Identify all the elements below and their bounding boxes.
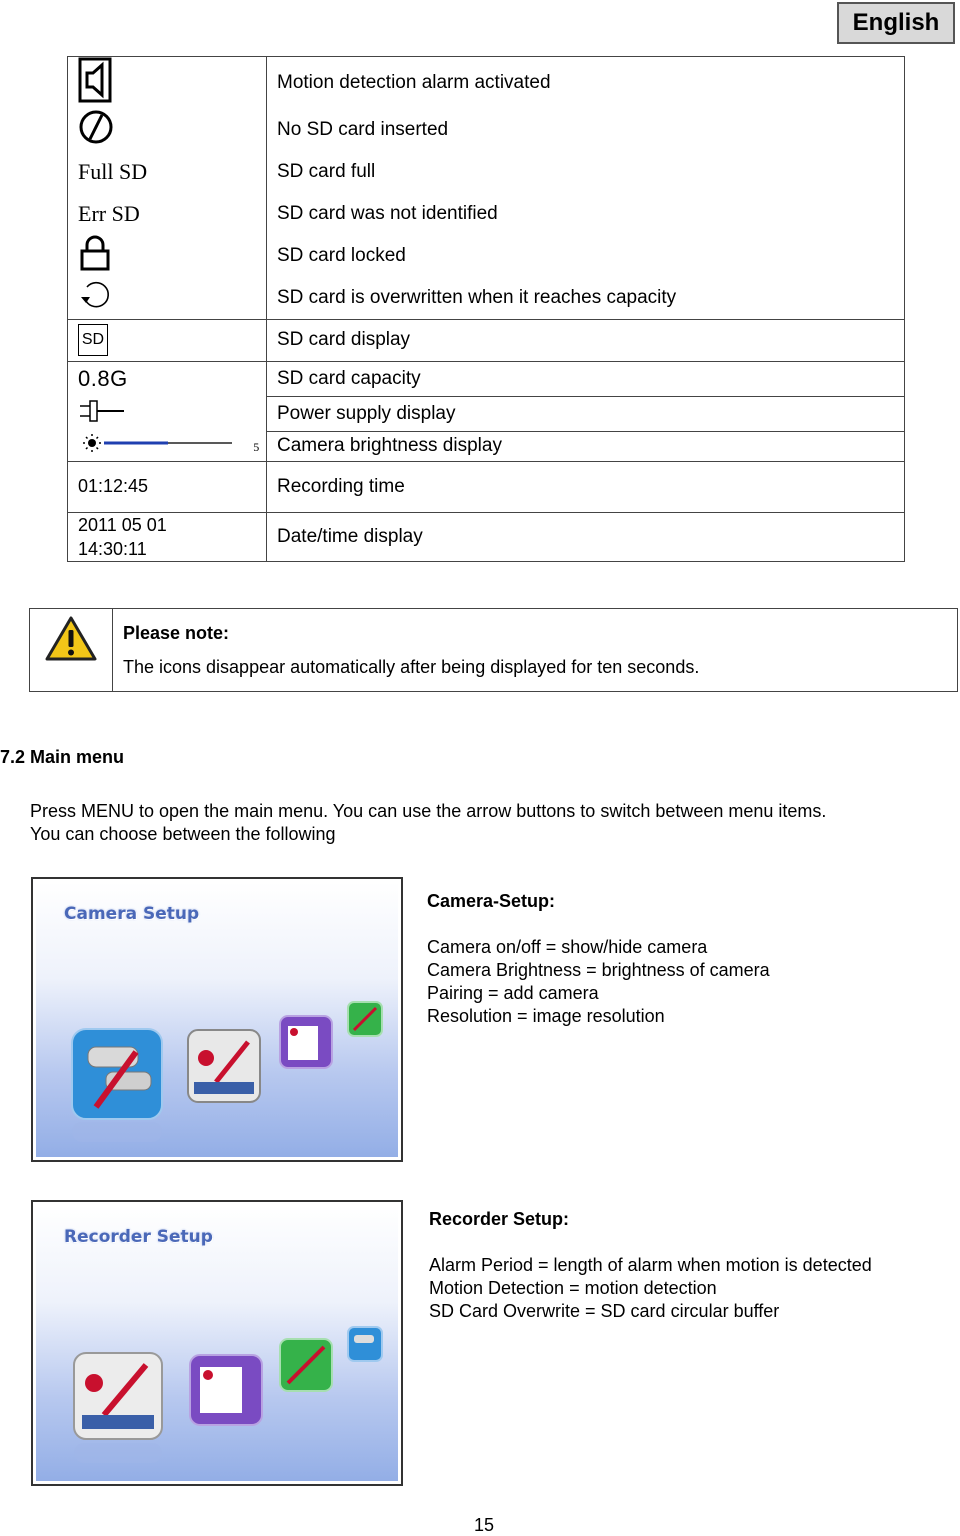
recorder-setup-heading: Recorder Setup:: [429, 1209, 570, 1229]
overwrite-icon: [78, 279, 112, 311]
plug-icon: [78, 399, 126, 423]
record-settings-icon: [190, 1355, 262, 1425]
icon-label: Full SD: [68, 151, 267, 193]
section-intro: [30, 800, 930, 846]
menu-item: Camera on/off = show/hide camera: [427, 937, 708, 957]
recorder-setup-description: [429, 1208, 872, 1323]
warning-icon: [44, 615, 98, 663]
icon-desc: SD card full: [267, 151, 905, 193]
no-sd-icon: [78, 109, 114, 145]
brightness-icon: [78, 433, 254, 453]
icon-cell: [68, 431, 267, 461]
sd-card-icon: [78, 324, 108, 356]
lock-icon: [78, 235, 112, 271]
icon-desc: Recording time: [267, 461, 905, 512]
menu-item: Resolution = image resolution: [427, 1006, 665, 1026]
recorder-setup-icon: [74, 1353, 162, 1463]
icon-desc: No SD card inserted: [267, 109, 905, 151]
icon-desc: SD card was not identified: [267, 193, 905, 235]
icon-label: 0.8G: [68, 361, 267, 396]
icon-cell: [68, 319, 267, 361]
menu-item: Camera Brightness = brightness of camera: [427, 960, 770, 980]
status-icon-table: [67, 56, 905, 562]
camera-setup-icon: [348, 1327, 382, 1361]
icon-cell: [68, 396, 267, 431]
section-title: 7.2 Main menu: [0, 747, 125, 767]
intro-line: Press MENU to open the main menu. You can use the arrow buttons to switch between menu items.: [30, 801, 827, 821]
menu-item: Pairing = add camera: [427, 983, 599, 1003]
icon-desc: SD card is overwritten when it reaches capacity: [267, 277, 905, 319]
camera-setup-screenshot: [31, 877, 403, 1162]
system-setup-icon: [348, 1002, 382, 1036]
icon-cell: [68, 235, 267, 277]
record-settings-icon: [280, 1016, 332, 1068]
time-line: 14:30:11: [78, 538, 147, 559]
icon-desc: SD card capacity: [267, 361, 905, 396]
icon-desc: SD card display: [267, 319, 905, 361]
datetime-label: [68, 512, 267, 561]
camera-setup-screen: [36, 882, 398, 1157]
menu-icons: [36, 1205, 398, 1481]
intro-line: You can choose between the following: [30, 824, 336, 844]
note-icon-cell: [30, 609, 113, 691]
camera-setup-icon: [72, 1029, 162, 1142]
icon-desc: SD card locked: [267, 235, 905, 277]
screen-title: Recorder Setup: [64, 1227, 213, 1247]
note-body: The icons disappear automatically after being displayed for ten seconds.: [123, 657, 700, 677]
screen-title: Camera Setup: [64, 904, 200, 924]
speaker-icon: [78, 57, 112, 103]
icon-desc: Motion detection alarm activated: [267, 57, 905, 110]
language-badge: English: [837, 2, 955, 44]
icon-cell: [68, 109, 267, 151]
icon-desc: Date/time display: [267, 512, 905, 561]
recorder-setup-screen: [36, 1205, 398, 1481]
icon-cell: [68, 57, 267, 110]
menu-item: Motion Detection = motion detection: [429, 1278, 717, 1298]
brightness-scale-value: 5: [253, 440, 260, 455]
page-number: 15: [474, 1515, 495, 1535]
icon-cell: [68, 277, 267, 319]
note-title: Please note:: [123, 623, 230, 643]
menu-item: Alarm Period = length of alarm when motion is detected: [429, 1255, 872, 1275]
menu-icons: [36, 882, 398, 1157]
camera-setup-heading: Camera-Setup:: [427, 891, 556, 911]
sd-card-label: SD: [81, 331, 105, 348]
recording-time-label: 01:12:45: [68, 461, 267, 512]
camera-setup-description: [427, 890, 770, 1028]
note-box: [29, 608, 958, 692]
date-line: 2011 05 01: [78, 514, 167, 535]
icon-desc: Camera brightness display: [267, 431, 905, 461]
system-setup-icon: [280, 1339, 332, 1391]
recorder-setup-screenshot: [31, 1200, 403, 1486]
menu-item: SD Card Overwrite = SD card circular buffer: [429, 1301, 780, 1321]
recorder-setup-icon: [188, 1030, 260, 1102]
icon-label: Err SD: [68, 193, 267, 235]
note-text: [113, 609, 699, 691]
icon-desc: Power supply display: [267, 396, 905, 431]
